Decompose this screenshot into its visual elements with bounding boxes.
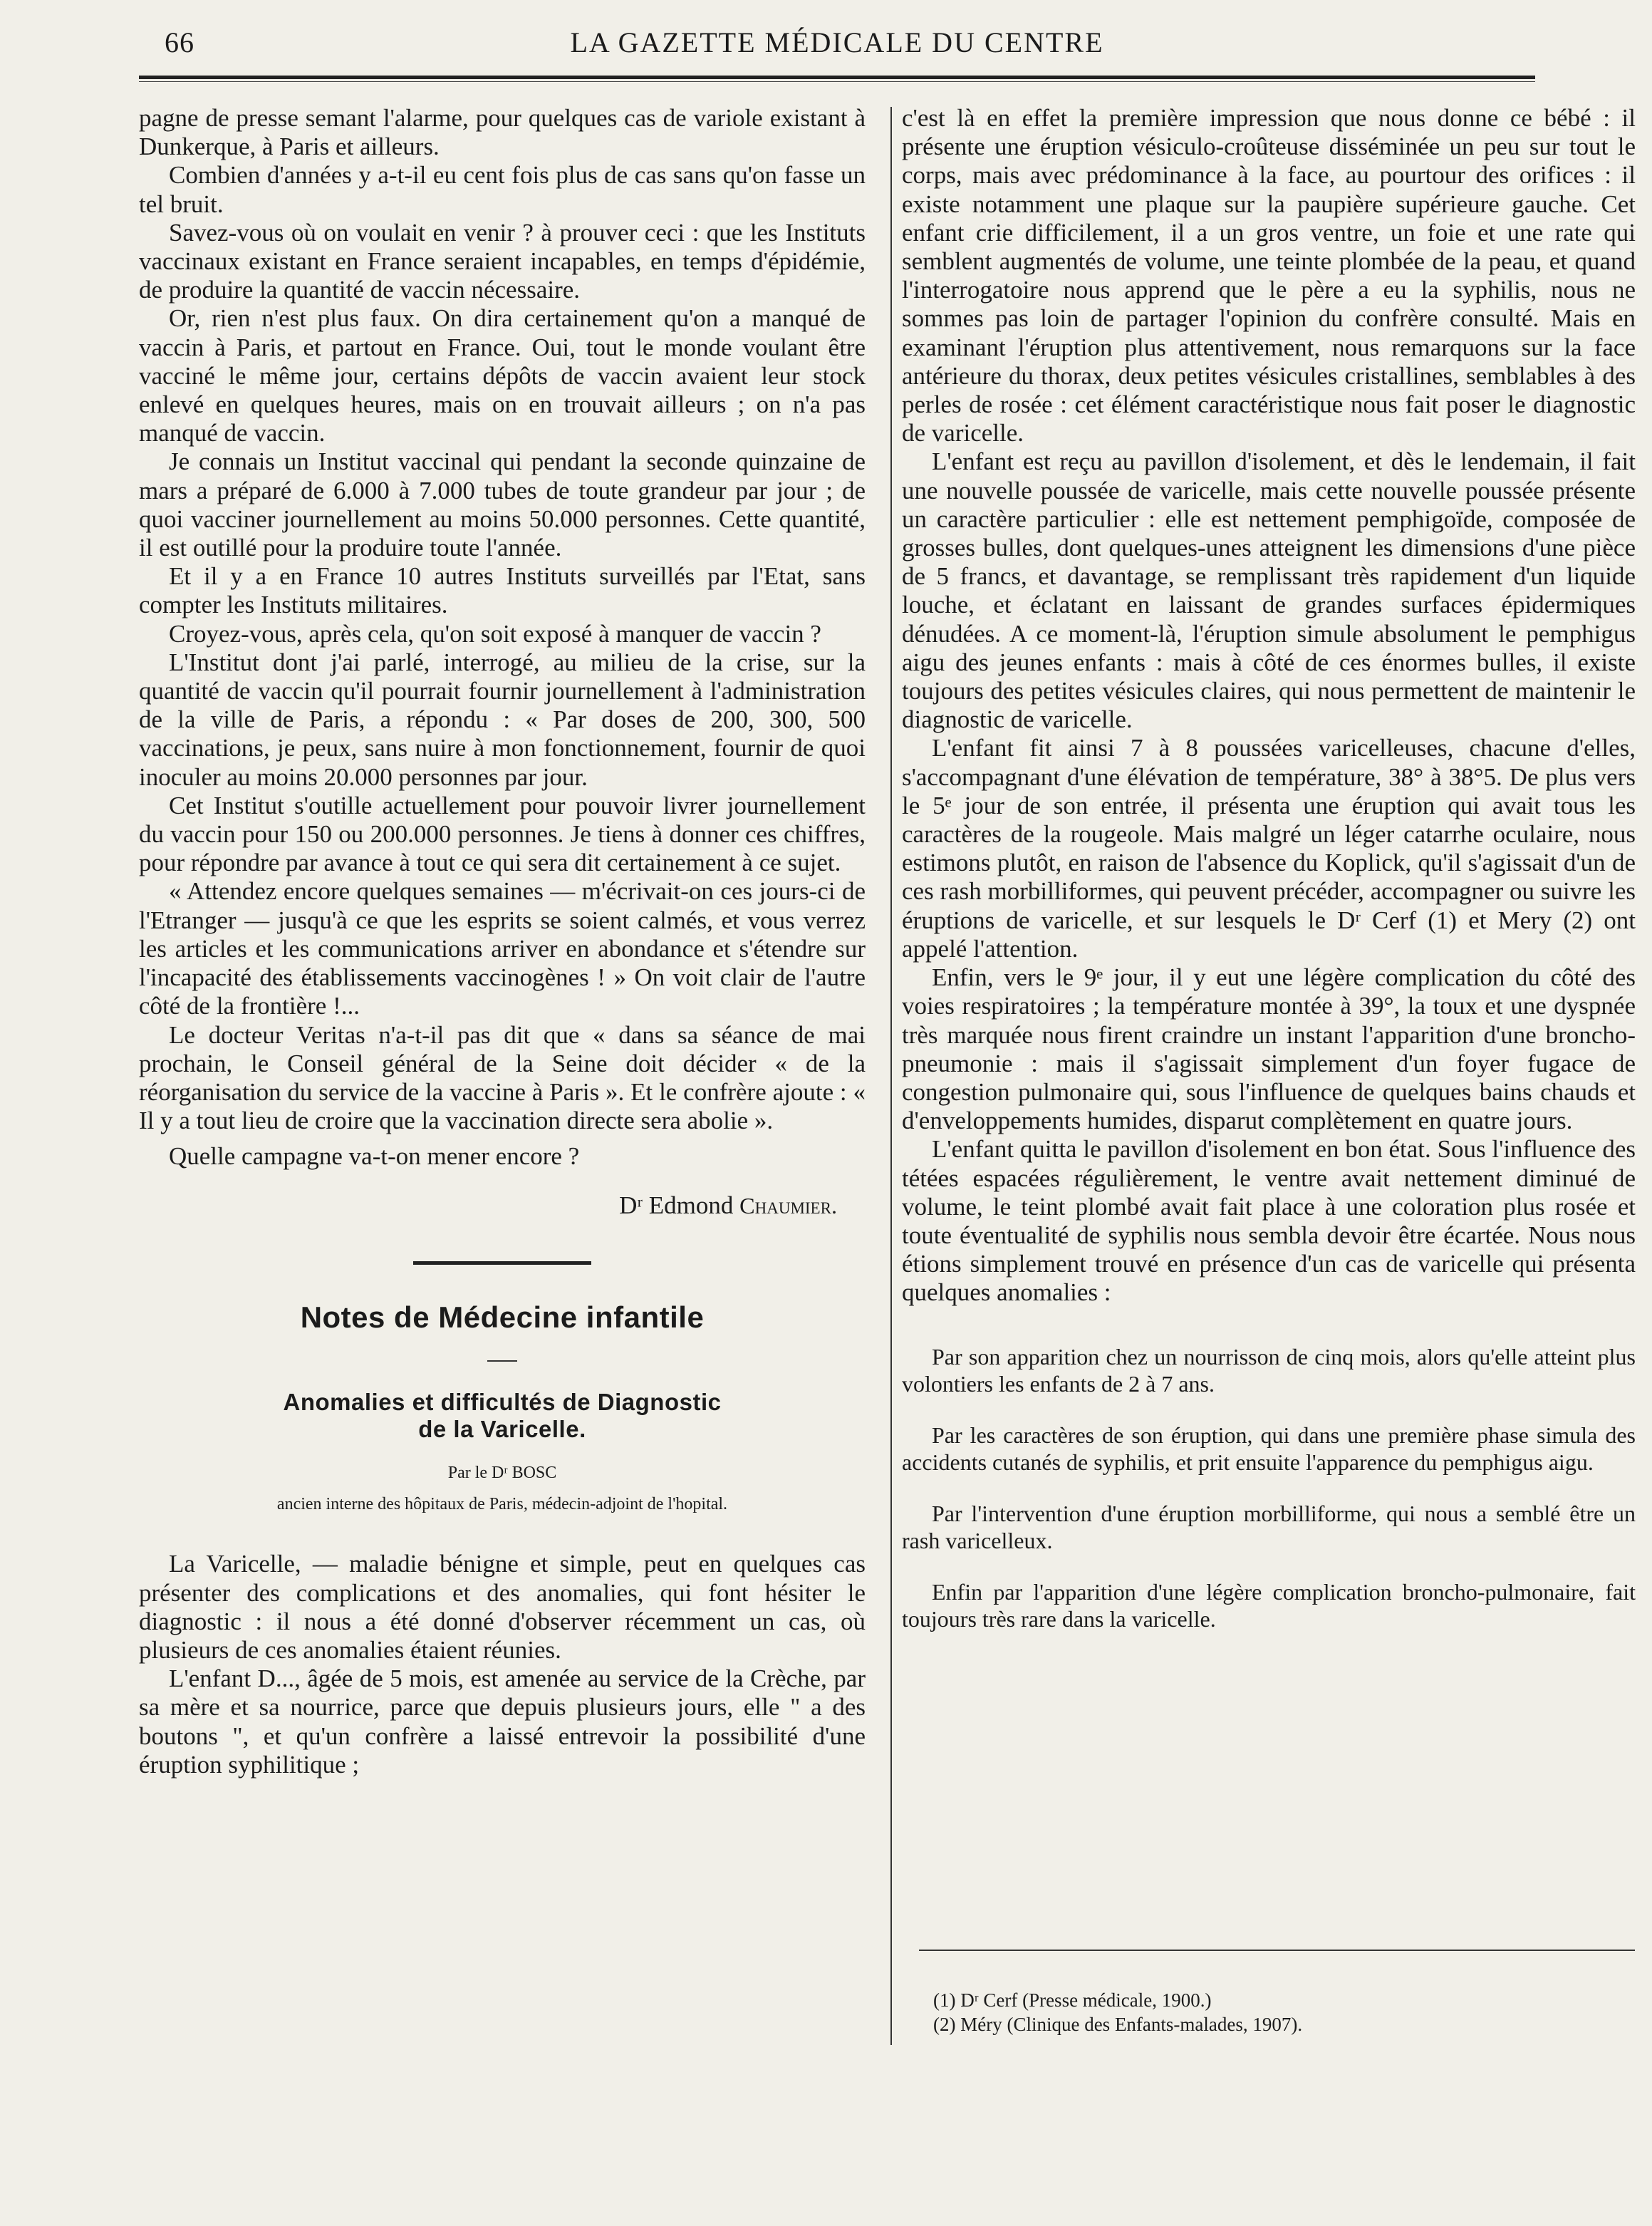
column-divider [890, 107, 892, 2045]
article-title-line: Anomalies et difficultés de Diagnostic [283, 1388, 722, 1415]
paragraph: L'enfant quitta le pavillon d'isolement en bon état. Sous l'influence des tétées espacées régulièrement, le ventre avait nettement diminué de volume, le teint plombé avait fait place à une coloration plus rosée et toute éventualité de syphilis nous sembla devoir être écartée. Nous nous étions simplement trouvé en présence d'un cas de varicelle qui présenta quelques anomalies : [902, 1135, 1636, 1307]
byline: Par le Dʳ BOSC [447, 1463, 557, 1482]
summary-point: Par les caractères de son éruption, qui dans une première phase simula des accidents cutanés de syphilis, et prit ensuite l'apparence du pemphigus aigu. [902, 1422, 1636, 1475]
summary-point: Par son apparition chez un nourrisson de cinq mois, alors qu'elle atteint plus volontiers les enfants de 2 à 7 ans. [902, 1343, 1636, 1397]
signature [139, 1191, 837, 1220]
summary-point: Enfin par l'apparition d'une légère complication broncho-pulmonaire, fait toujours très rare dans la varicelle. [902, 1578, 1636, 1632]
summary-list [902, 1343, 1636, 1632]
paragraph: Quelle campagne va-t-on mener encore ? [169, 1142, 580, 1171]
paragraph: L'enfant fit ainsi 7 à 8 poussées varicelleuses, chacune d'elles, s'accompagnant d'une élévation de température, 38° à 38°5. De plus vers le 5ᵉ jour de son entrée, il présenta une éruption qui avait tous les caractères de la rougeole. Mais malgré un léger catarrhe oculaire, nous estimons plutôt, en raison de l'absence du Koplick, qu'il s'agissait d'un de ces rash morbilliformes, qui peuvent précéder, accompagner ou suivre les éruptions de varicelle, et sur lesquels le Dʳ Cerf (1) et Mery (2) ont appelé l'attention. [902, 734, 1636, 963]
footnote: (1) Dʳ Cerf (Presse médicale, 1900.) [933, 1989, 1212, 2011]
footnotes [933, 1988, 1631, 2036]
page-header [139, 24, 1535, 67]
header-rule [139, 76, 1535, 82]
paragraph: Enfin, vers le 9ᵉ jour, il y eut une légère complication du côté des voies respiratoires ; la température montée à 39°, la toux et une dyspnée très marquée nous firent craindre un instant l'apparition d'une broncho-pneumonie : mais il s'agissait simplement d'un foyer fugace de congestion pulmonaire qui, sous l'influence de quelques bains chauds et d'enveloppements humides, disparut complètement en quatre jours. [902, 963, 1636, 1135]
footnote: (2) Méry (Clinique des Enfants-malades, 1907). [933, 2014, 1303, 2035]
article-title [139, 1389, 866, 1443]
article-title-line: de la Varicelle. [418, 1415, 586, 1442]
article-paragraph: L'enfant D..., âgée de 5 mois, est amenée au service de la Crèche, par sa mère et sa nourrice, parce que depuis plusieurs jours, elle " a des boutons ", et qu'un confrère a laissé entrevoir la possibilité d'une éruption syphilitique ; [139, 1665, 866, 1779]
journal-title: LA GAZETTE MÉDICALE DU CENTRE [570, 26, 1104, 58]
page-number: 66 [165, 26, 194, 58]
signature-name: Chaumier. [739, 1192, 837, 1218]
paragraph: Je connais un Institut vaccinal qui pendant la seconde quinzaine de mars a préparé de 6.000 à 7.000 tubes de toute grandeur par jour ; de quoi vacciner journellement au moins 50.000 personnes. Cette quantité, il est outillé pour la produire toute l'année. [139, 447, 866, 562]
short-rule [487, 1360, 517, 1362]
footnote-rule [919, 1950, 1635, 1951]
left-column [139, 104, 866, 1779]
paragraph: Et il y a en France 10 autres Instituts surveillés par l'Etat, sans compter les Instituts militaires. [139, 562, 866, 619]
paragraph: Savez-vous où on voulait en venir ? à prouver ceci : que les Instituts vaccinaux existant en France seraient incapables, en temps d'épidémie, de produire la quantité de vaccin nécessaire. [139, 218, 866, 304]
paragraph: c'est là en effet la première impression que nous donne ce bébé : il présente une éruption vésiculo-croûteuse disséminée un peu sur tout le corps, mais avec prédominance à la face, au pourtour des orifices : il existe notamment une plaque sur la paupière supérieure gauche. Cet enfant crie difficilement, il a un gros ventre, un foie et une rate qui semblent augmentés de volume, une teinte plombée de la peau, et quand l'interrogatoire nous apprend que le père a eu la syphilis, nous ne sommes pas loin de partager l'opinion du confrère consulté. Mais en examinant l'éruption plus attentivement, nous remarquons sur la face antérieure du thorax, deux petites vésicules cristallines, semblables à des perles de rosée : cet élément caractéristique nous fait poser le diagnostic de varicelle. [902, 104, 1636, 447]
paragraph: L'enfant est reçu au pavillon d'isolement, et dès le lendemain, il fait une nouvelle poussée de varicelle, mais cette nouvelle poussée présente un caractère particulier : elle est nettement pemphigoïde, composée de grosses bulles, dont quelques-unes atteignent les dimensions d'une pièce de 5 francs, et davantage, se remplissant très rapidement d'un liquide louche, et éclatant en laissant de grandes surfaces épidermiques dénudées. A ce moment-là, l'éruption simule absolument le pemphigus aigu des jeunes enfants : mais à côté de ces énormes bulles, il existe toujours des petites vésicules claires, qui nous permettent de maintenir le diagnostic de varicelle. [902, 447, 1636, 734]
affiliation: ancien interne des hôpitaux de Paris, médecin-adjoint de l'hopital. [276, 1495, 728, 1514]
section-title: Notes de Médecine infantile [300, 1300, 705, 1334]
paragraph: pagne de presse semant l'alarme, pour quelques cas de variole existant à Dunkerque, à Paris et ailleurs. [139, 104, 866, 161]
section-rule [413, 1261, 591, 1265]
paragraph: Combien d'années y a-t-il eu cent fois plus de cas sans qu'on fasse un tel bruit. [139, 161, 866, 218]
right-column [902, 104, 1636, 1657]
paragraph: Cet Institut s'outille actuellement pour pouvoir livrer journellement du vaccin pour 150 ou 200.000 personnes. Je tiens à donner ces chiffres, pour répondre par avance à tout ce qui sera dit certainement à ce sujet. [139, 791, 866, 877]
article-paragraph: La Varicelle, — maladie bénigne et simple, peut en quelques cas présenter des complications et des anomalies, qui font hésiter le diagnostic : il nous a été donné d'observer récemment un cas, où plusieurs de ces anomalies étaient réunies. [139, 1550, 866, 1664]
paragraph: « Attendez encore quelques semaines — m'écrivait-on ces jours-ci de l'Etranger — jusqu'à ce que les esprits se soient calmés, et vous verrez les articles et les communications arriver en abondance et s'étendre sur l'incapacité des établissements vaccinogènes ! » On voit clair de l'autre côté de la frontière !... [139, 877, 866, 1020]
paragraph: Croyez-vous, après cela, qu'on soit exposé à manquer de vaccin ? [169, 619, 821, 648]
summary-point: Par l'intervention d'une éruption morbilliforme, qui nous a semblé être un rash varicelleux. [902, 1500, 1636, 1553]
signature-prefix: Dʳ Edmond [619, 1191, 740, 1219]
paragraph: L'Institut dont j'ai parlé, interrogé, au milieu de la crise, sur la quantité de vaccin qu'il pourrait fournir journellement à l'administration de la ville de Paris, a répondu : « Par doses de 200, 300, 500 vaccinations, je peux, sans nuire à mon fonctionnement, fournir de quoi inoculer au moins 20.000 personnes par jour. [139, 648, 866, 791]
paragraph: Le docteur Veritas n'a-t-il pas dit que « dans sa séance de mai prochain, le Conseil général de la Seine doit décider « de la réorganisation du service de la vaccine à Paris ». Et le confrère ajoute : « Il y a tout lieu de croire que la vaccination directe sera abolie ». [139, 1020, 866, 1135]
paragraph: Or, rien n'est plus faux. On dira certainement qu'on a manqué de vaccin à Paris, et partout en France. Oui, tout le monde voulant être vacciné le même jour, certains dépôts de vaccin avaient leur stock enlevé en quelques heures, mais on en trouvait ailleurs ; on n'a pas manqué de vaccin. [139, 304, 866, 447]
